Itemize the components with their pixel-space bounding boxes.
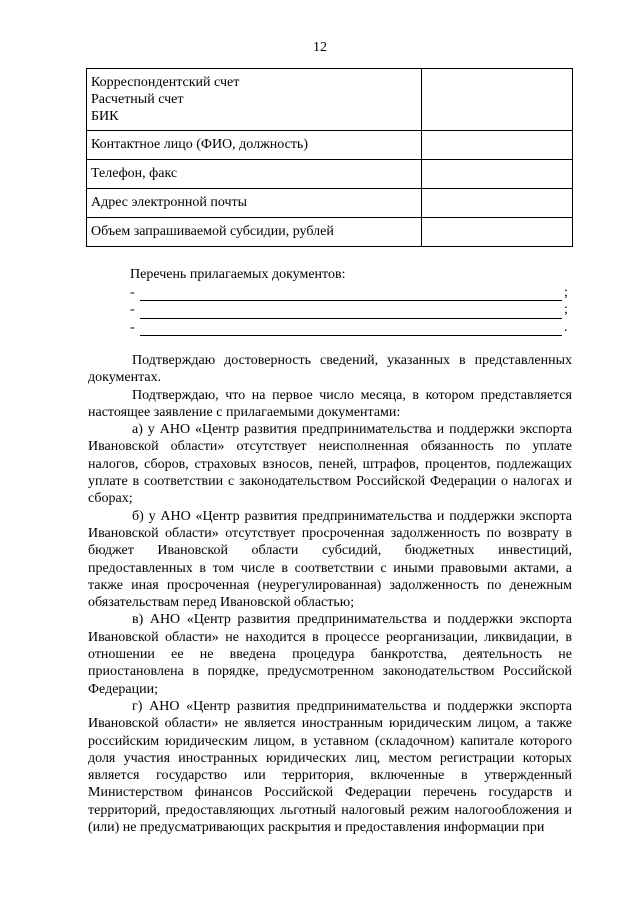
blank-rule <box>140 287 562 301</box>
table-cell-value[interactable] <box>422 131 573 160</box>
table-cell-label: Объем запрашиваемой субсидии, рублей <box>87 218 422 247</box>
line-end: . <box>564 319 568 335</box>
dash: - <box>130 302 135 317</box>
confirm-paragraph: Подтверждаю, что на первое число месяца, в котором представляется настоящее заявление с прилагаемыми документами: <box>88 387 572 420</box>
table-row <box>87 218 573 247</box>
table-cell-value[interactable] <box>422 69 573 131</box>
line-end: ; <box>564 284 568 300</box>
page-number: 12 <box>313 40 327 55</box>
table-cell-value[interactable] <box>422 160 573 189</box>
applicant-details-table <box>86 68 573 247</box>
table-row <box>87 69 573 131</box>
table-cell-label: Адрес электронной почты <box>87 189 422 218</box>
clause-b: б) у АНО «Центр развития предпринимательства и поддержки экспорта Ивановской области» отсутствует просроченная задолженность по возврату в бюджет Ивановской области субсидий, бюджетных инвестиций, предоставленных в том числе в соответствии с иными правовыми актами, а также иная просроченная (неурегулированная) задолженность по денежным обязательствам перед Ивановской областью; <box>88 508 572 611</box>
dash: - <box>130 284 135 300</box>
clause-a: а) у АНО «Центр развития предпринимательства и поддержки экспорта Ивановской области» отсутствует неисполненная обязанность по уплате налогов, сборов, страховых взносов, пеней, штрафов, процентов, подлежащих уплате в соответствии с законодательством Российской Федерации о налогах и сборах; <box>88 422 572 507</box>
cell-line: БИК <box>91 109 119 124</box>
table-cell-value[interactable] <box>422 218 573 247</box>
table-row <box>87 160 573 189</box>
clause-c: в) АНО «Центр развития предпринимательства и поддержки экспорта Ивановской области» не находится в процессе реорганизации, ликвидации, в отношении ее не введена процедура банкротства, деятельность не приостановлена в порядке, предусмотренном законодательством Российской Федерации; <box>88 612 572 697</box>
documents-heading: Перечень прилагаемых документов: <box>130 267 346 282</box>
table-row <box>87 189 573 218</box>
blank-rule <box>140 305 562 319</box>
table-cell-label <box>87 69 422 131</box>
table-cell-label: Контактное лицо (ФИО, должность) <box>87 131 422 160</box>
clause-d: г) АНО «Центр развития предпринимательства и поддержки экспорта Ивановской области» не является иностранным юридическим лицом, а также российским юридическим лицом, в уставном (складочном) капитале которого доля участия иностранных юридических лиц, местом регистрации которых является государство или территория, включенные в утвержденный Министерством финансов Российской Федерации перечень государств и территорий, предоставляющих льготный налоговый режим налогообложения и (или) не предусматривающих раскрытия и предоставления информации при <box>88 698 572 836</box>
cell-line: Расчетный счет <box>91 92 184 107</box>
line-end: ; <box>564 302 568 317</box>
document-entry-line[interactable] <box>130 301 570 319</box>
blank-rule <box>140 322 562 336</box>
document-entry-line[interactable] <box>130 319 570 337</box>
table-cell-label: Телефон, факс <box>87 160 422 189</box>
dash: - <box>130 319 135 335</box>
table-cell-value[interactable] <box>422 189 573 218</box>
cell-line: Корреспондентский счет <box>91 75 240 90</box>
attached-documents-list <box>130 266 570 336</box>
table-row <box>87 131 573 160</box>
document-entry-line[interactable] <box>130 284 570 302</box>
confirm-paragraph: Подтверждаю достоверность сведений, указанных в представленных документах. <box>88 353 572 386</box>
declaration-text <box>88 352 572 836</box>
